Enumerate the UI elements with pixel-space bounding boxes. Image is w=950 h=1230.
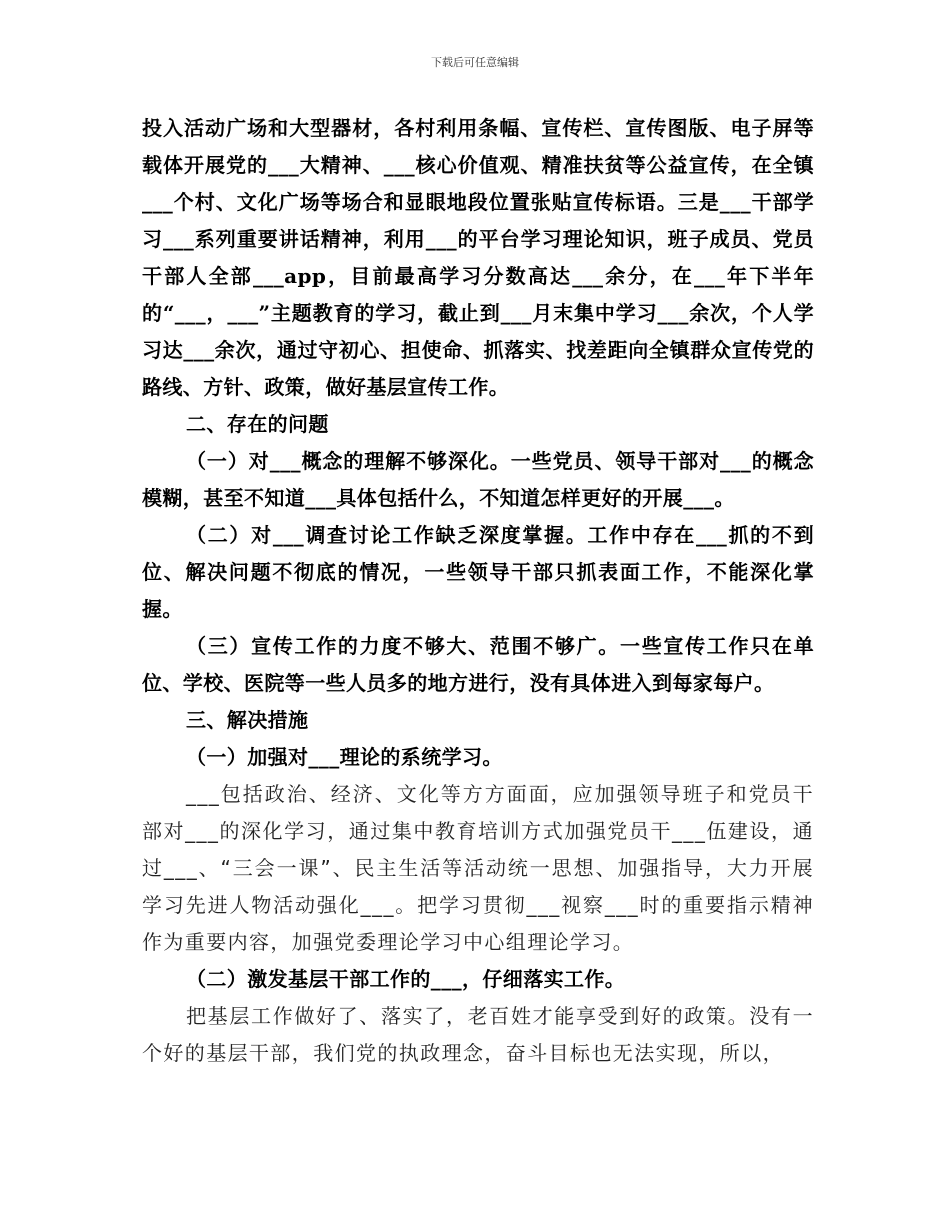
measure-body-1: ___包括政治、经济、文化等方方面面，应加强领导班子和党员干部对___的深化学习，通过集中教育培训方式加强党员干___伍建设，通过___、“三会一课”、民主生活等活动统一思想、加强指导，大力开展学习先进人物活动强化___。把学习贯彻___视察___时的重要指示精神作为重要内容，加强党委理论学习中心组理论学习。	[142, 782, 814, 954]
section-heading-problems: 二、存在的问题	[186, 412, 329, 436]
measure-heading-2: （二）激发基层干部工作的___，仔细落实工作。	[186, 967, 626, 991]
measure-body-2: 把基层工作做好了、落实了，老百姓才能享受到好的政策。没有一个好的基层干部，我们党的执政理念，奋斗目标也无法实现，所以，	[142, 1004, 814, 1065]
page-header: 下载后可任意编辑	[431, 56, 519, 69]
problem-item-1: （一）对___概念的理解不够深化。一些党员、领导干部对___的概念模糊，甚至不知道___具体包括什么，不知道怎样更好的开展___。	[142, 449, 814, 510]
document-body	[142, 110, 814, 1072]
problem-item-3: （三）宣传工作的力度不够大、范围不够广。一些宣传工作只在单位、学校、医院等一些人员多的地方进行，没有具体进入到每家每户。	[142, 634, 814, 695]
paragraph-publicity-work: 投入活动广场和大型器材，各村利用条幅、宣传栏、宣传图版、电子屏等载体开展党的___大精神、___核心价值观、精准扶贫等公益宣传，在全镇___个村、文化广场等场合和显眼地段位置张贴宣传标语。三是___干部学习___系列重要讲话精神，利用___的平台学习理论知识，班子成员、党员干部人全部___app，目前最高学习分数高达___余分，在___年下半年的“___，___”主题教育的学习，截止到___月末集中学习___余次，个人学习达___余次，通过守初心、担使命、抓落实、找差距向全镇群众宣传党的路线、方针、政策，做好基层宣传工作。	[142, 116, 814, 399]
section-heading-measures: 三、解决措施	[186, 708, 309, 732]
measure-heading-1: （一）加强对___理论的系统学习。	[186, 745, 503, 769]
problem-item-2: （二）对___调查讨论工作缺乏深度掌握。工作中存在___抓的不到位、解决问题不彻底的情况，一些领导干部只抓表面工作，不能深化掌握。	[142, 523, 814, 621]
